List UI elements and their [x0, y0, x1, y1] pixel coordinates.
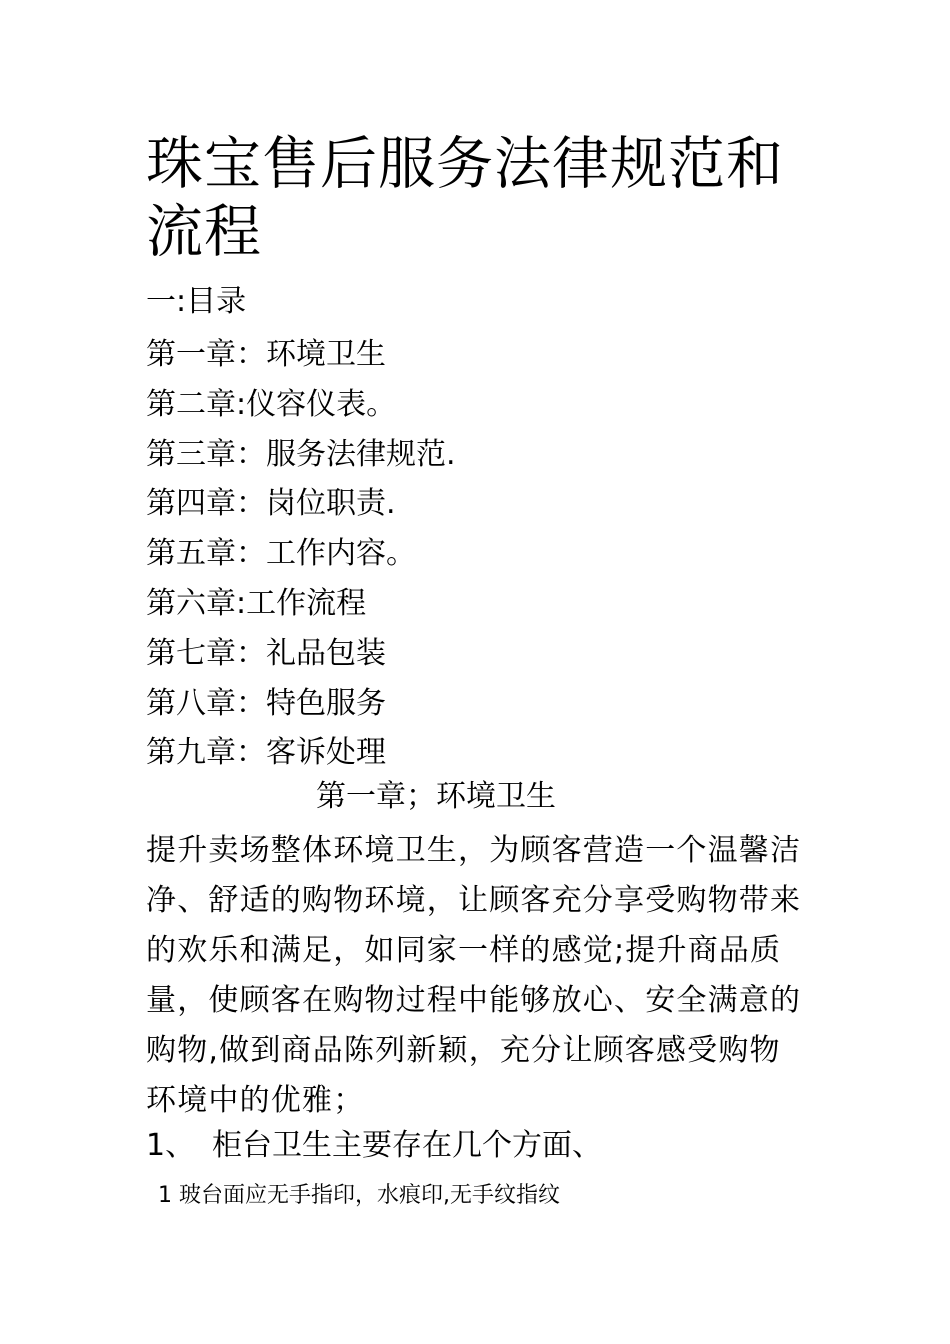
toc-item: 第四章：岗位职责.: [146, 486, 396, 522]
section-heading-text: 柜台卫生主要存在几个方面、: [212, 1128, 602, 1163]
body-paragraph: 提升卖场整体环境卫生，为顾客营造一个温馨洁净、舒适的购物环境，让顾客充分享受购物带来的欢乐和满足，如同家一样的感觉;提升商品质量，使顾客在购物过程中能够放心、安全满意的购物,做到商品陈列新颖，充分让顾客感受购物环境中的优雅；: [146, 833, 802, 1118]
sub-item: 1 玻台面应无手指印，水痕印,无手纹指纹: [158, 1183, 560, 1208]
toc-item: 第三章：服务法律规范.: [146, 436, 456, 472]
toc-item: 第六章:工作流程: [146, 585, 367, 621]
toc-item: 第一章：环境卫生: [146, 337, 386, 372]
section-heading: [146, 1124, 602, 1168]
section-number: 1、: [146, 1128, 196, 1163]
toc-heading: 一:目录: [146, 284, 247, 319]
document-title: 珠宝售后服务法律规范和流程: [146, 131, 784, 265]
chapter-heading: 第一章；环境卫生: [316, 779, 556, 814]
toc-item: 第二章:仪容仪表。: [146, 386, 397, 422]
toc-item: 第八章：特色服务: [146, 685, 386, 721]
toc-item: 第七章：礼品包装: [146, 635, 386, 671]
toc-item: 第五章：工作内容。: [146, 536, 416, 572]
table-of-contents: [146, 330, 456, 778]
toc-item: 第九章：客诉处理: [146, 735, 386, 771]
